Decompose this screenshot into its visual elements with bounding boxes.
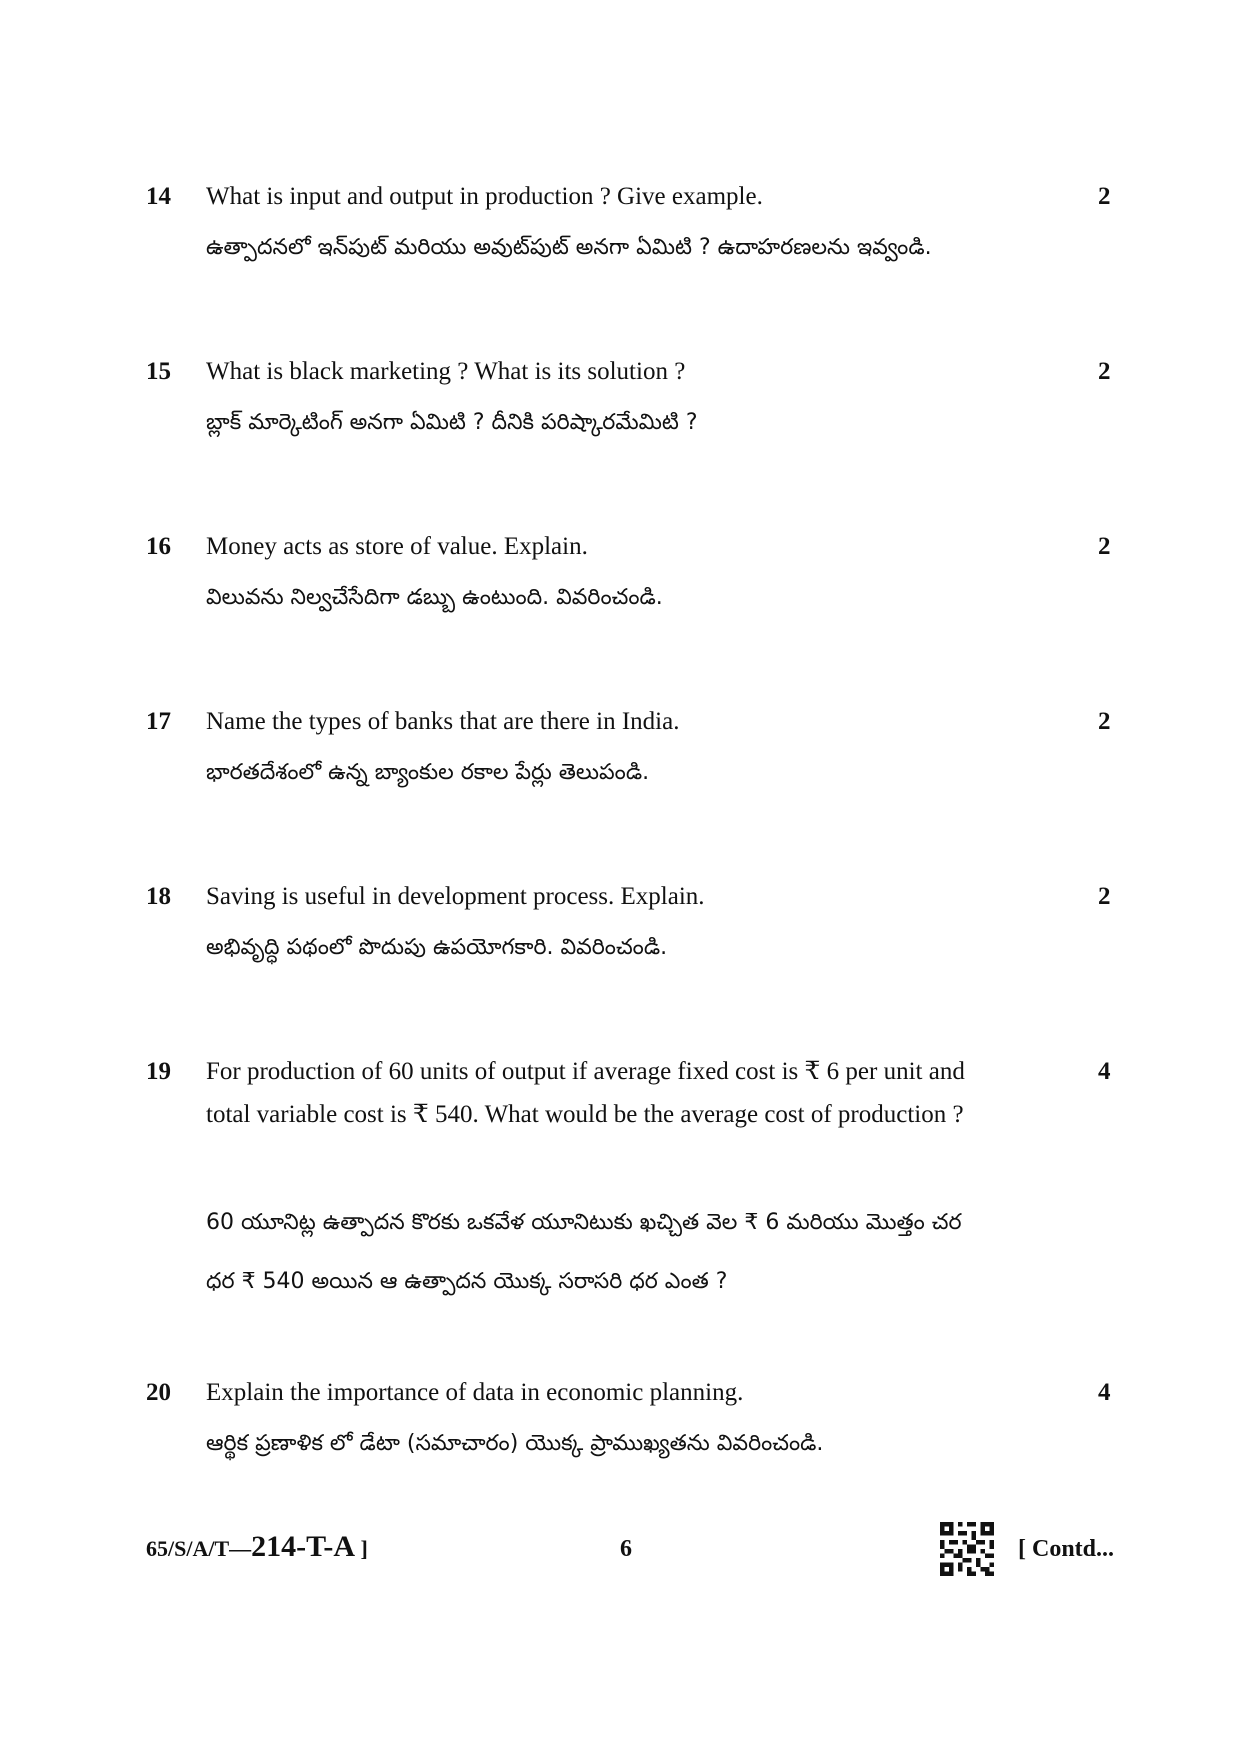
paper-code-prefix: 65/S/A/T—	[146, 1536, 252, 1561]
question-number: 17	[146, 708, 171, 735]
question-marks: 2	[1098, 883, 1111, 910]
paper-code	[146, 1529, 368, 1567]
question-text-english: For production of 60 units of output if average fixed cost is ₹ 6 per unit and total variable cost is ₹ 540. What would be the average cost of production ?	[206, 1058, 965, 1128]
question-text-telugu: ఉత్పాదనలో ఇన్‌పుట్ మరియు అవుట్‌పుట్ అనగా ఏమిటి ? ఉదాహరణలను ఇవ్వండి.	[206, 235, 932, 260]
question-marks: 2	[1098, 708, 1111, 735]
paper-code-main: 214-T-A	[251, 1530, 356, 1563]
question-marks: 4	[1098, 1058, 1111, 1085]
question-number: 15	[146, 358, 171, 385]
qr-code-icon	[940, 1522, 994, 1576]
question-marks: 4	[1098, 1379, 1111, 1406]
continued-label: [ Contd...	[1018, 1536, 1115, 1562]
question-text-telugu: విలువను నిల్వచేసేదిగా డబ్బు ఉంటుంది. వివరించండి.	[206, 585, 663, 610]
question-text-english: Explain the importance of data in economic planning.	[206, 1379, 744, 1406]
question-text-telugu-line-2: ధర ₹ 540 అయిన ఆ ఉత్పాదన యొక్క సరాసరి ధర ఎంత ?	[206, 1269, 728, 1294]
page-number: 6	[620, 1536, 632, 1562]
question-text-telugu: ఆర్థిక ప్రణాళిక లో డేటా (సమాచారం) యొక్క ప్రాముఖ్యతను వివరించండి.	[206, 1431, 824, 1456]
question-text-english: What is input and output in production ? Give example.	[206, 183, 763, 210]
question-text-telugu: భారతదేశంలో ఉన్న బ్యాంకుల రకాల పేర్లు తెలుపండి.	[206, 760, 650, 785]
question-marks: 2	[1098, 183, 1111, 210]
question-number: 14	[146, 183, 171, 210]
question-text-telugu-line-1: 60 యూనిట్ల ఉత్పాదన కొరకు ఒకవేళ యూనిటుకు ఖచ్చిత వెల ₹ 6 మరియు మొత్తం చర	[206, 1210, 962, 1235]
question-text-telugu: అభివృద్ధి పథంలో పొదుపు ఉపయోగకారి. వివరించండి.	[206, 935, 668, 960]
question-number: 20	[146, 1379, 171, 1406]
paper-code-suffix: ]	[355, 1536, 368, 1561]
question-marks: 2	[1098, 533, 1111, 560]
question-text-telugu: బ్లాక్ మార్కెటింగ్ అనగా ఏమిటి ? దీనికి పరిష్కారమేమిటి ?	[206, 410, 698, 435]
question-number: 18	[146, 883, 171, 910]
question-text-english: What is black marketing ? What is its solution ?	[206, 358, 686, 385]
question-marks: 2	[1098, 358, 1111, 385]
question-text-english: Money acts as store of value. Explain.	[206, 533, 588, 560]
question-text-english: Saving is useful in development process. Explain.	[206, 883, 705, 910]
question-number: 19	[146, 1058, 171, 1085]
question-number: 16	[146, 533, 171, 560]
question-text-english: Name the types of banks that are there in India.	[206, 708, 680, 735]
